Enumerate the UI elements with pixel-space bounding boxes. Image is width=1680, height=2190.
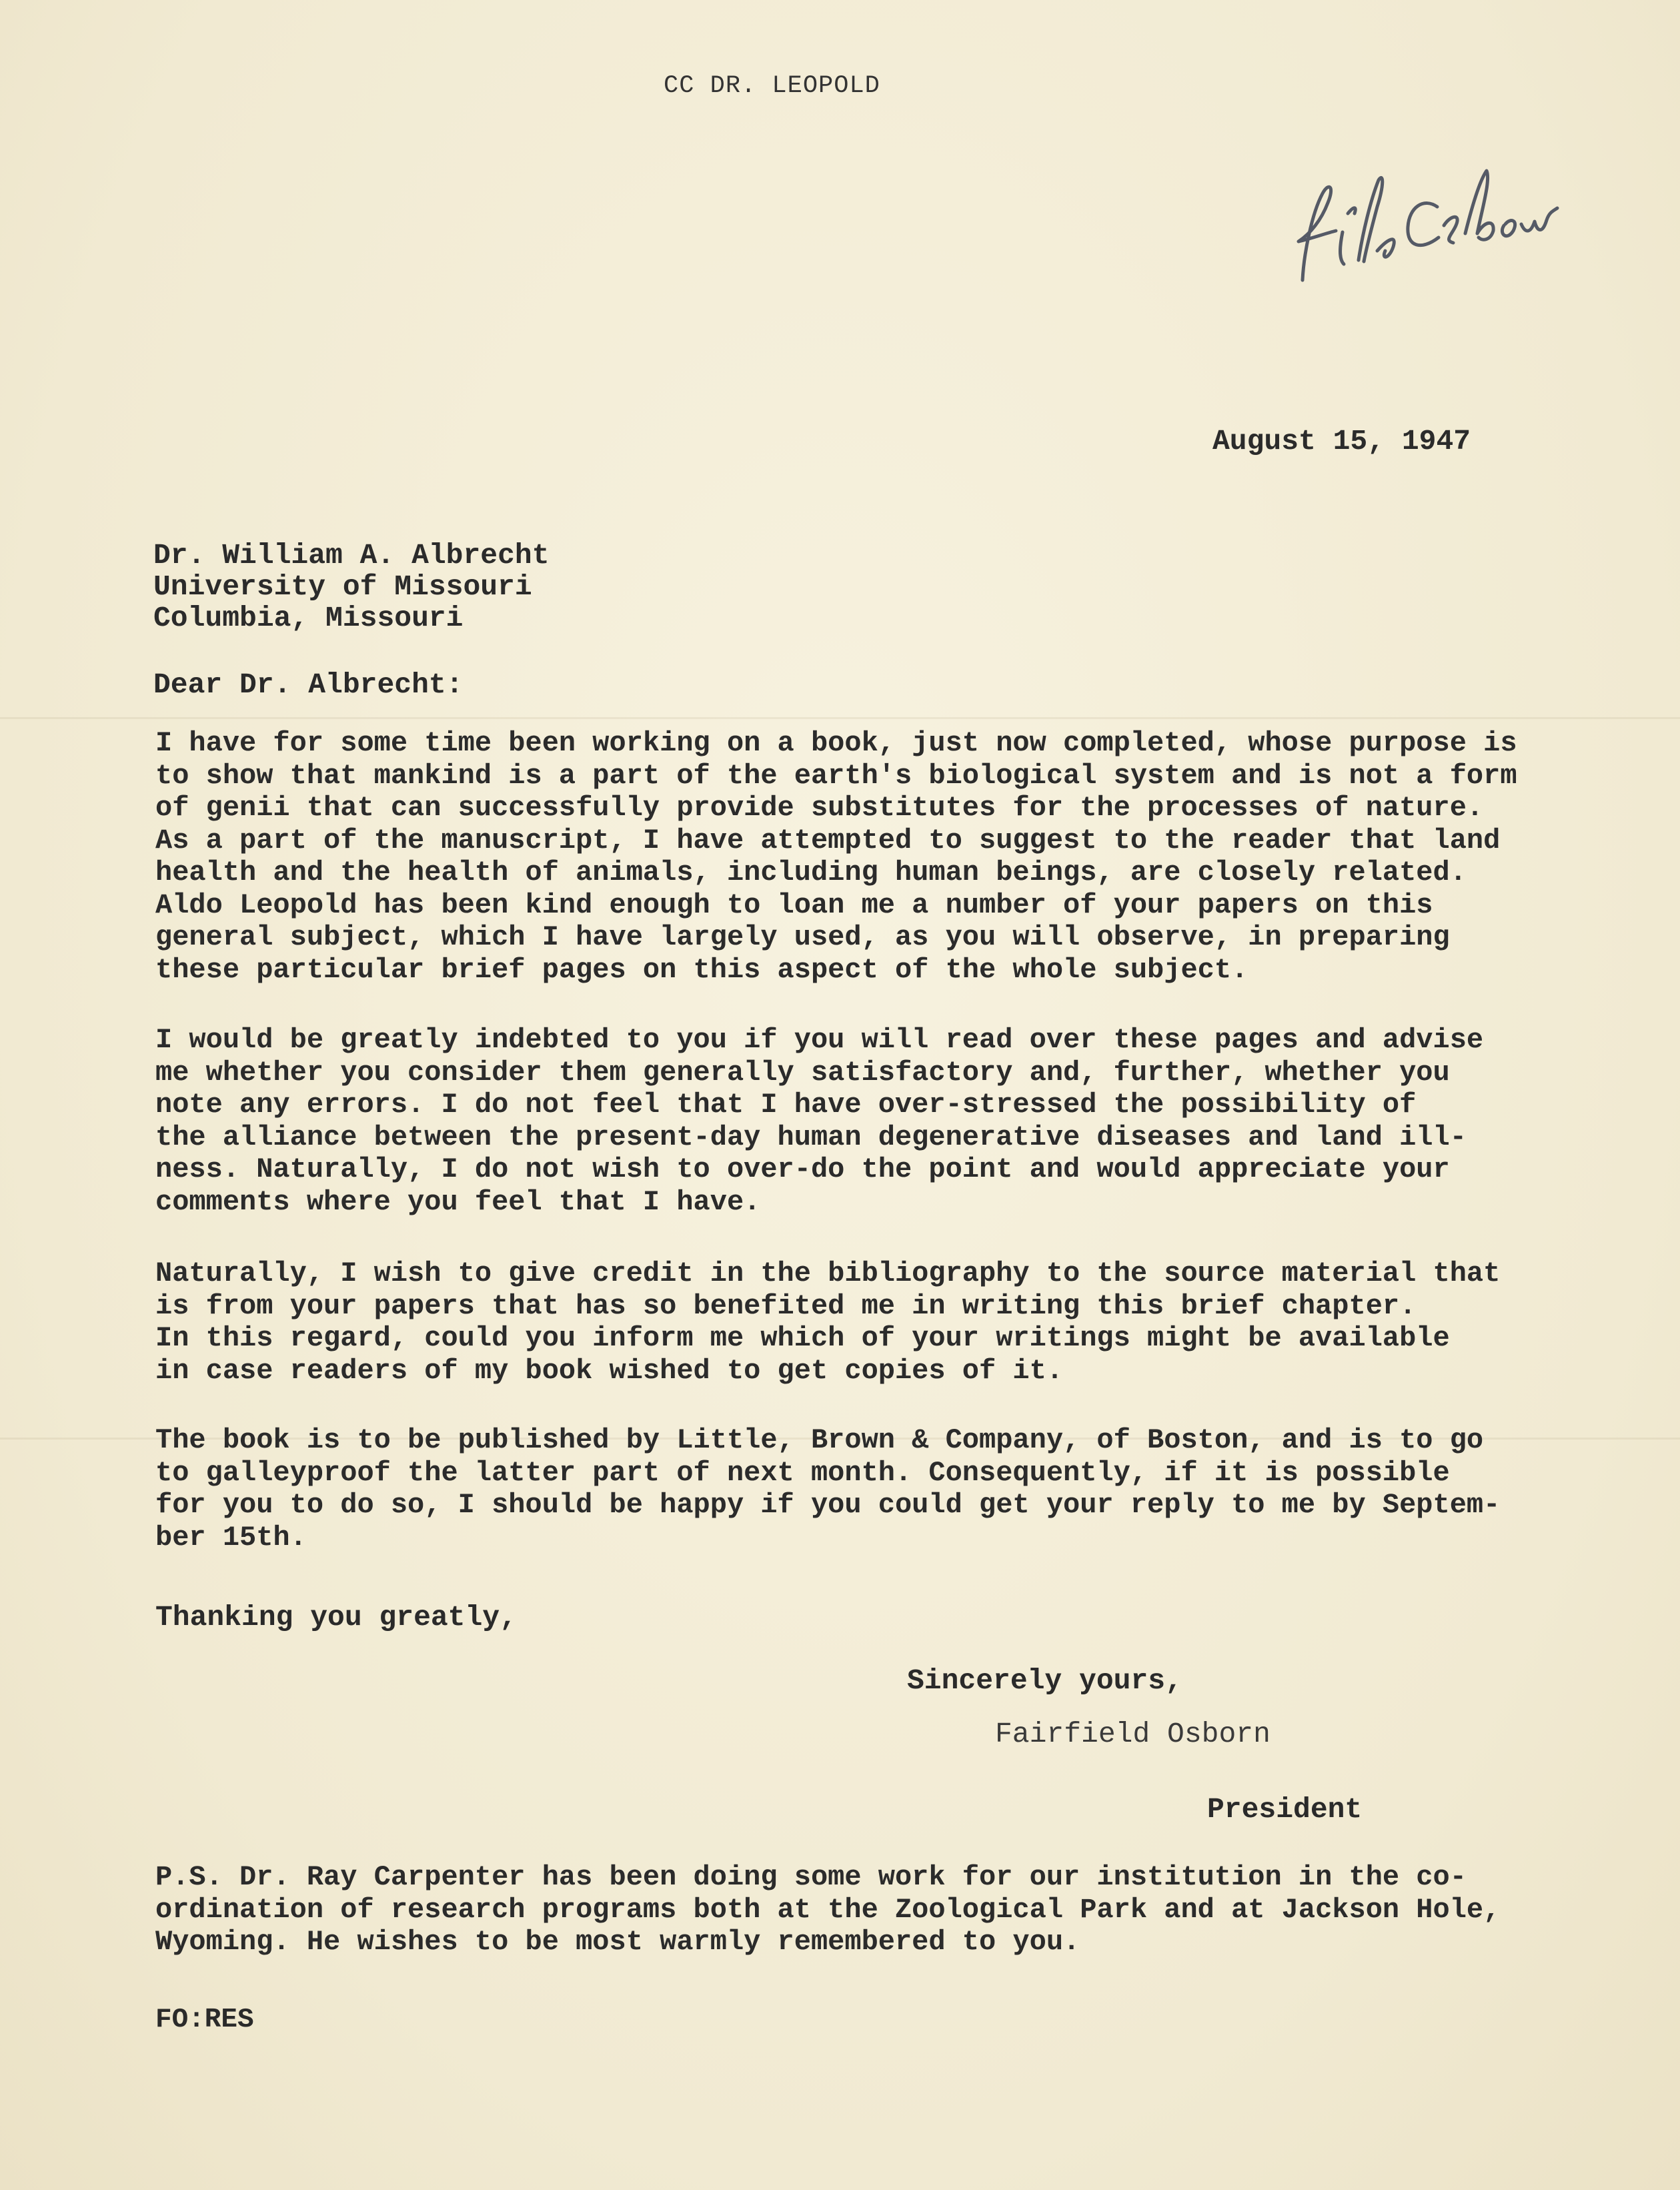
salutation: Dear Dr. Albrecht: [153,668,464,701]
handwritten-file-note [1284,133,1564,307]
paper-fold-line [0,717,1680,719]
recipient-name: Dr. William A. Albrecht [153,539,550,572]
body-paragraph-4: The book is to be published by Little, Brown & Company, of Boston, and is to go to galleyproof the latter part of next month. Consequently, if it is possible for you to do so, I should be happy if you could get your reply to me by Septem- ber 15th. [155,1424,1501,1554]
body-paragraph-3: Naturally, I wish to give credit in the bibliography to the source material that is from your papers that has so benefited me in writing this brief chapter. In this regard, could you inform me which of your writings might be available in case readers of my book wished to get copies of it. [155,1257,1501,1387]
recipient-institution: University of Missouri [153,570,532,603]
signer-name: Fairfield Osborn [995,1718,1271,1750]
typist-initials: FO:RES [155,2005,254,2035]
cc-line: CC DR. LEOPOLD [664,72,880,100]
closing-line: Thanking you greatly, [155,1601,517,1634]
body-paragraph-1: I have for some time been working on a book, just now completed, whose purpose is to show that mankind is a part of the earth's biological system and is not a form of genii that can successfully provide substitutes for the processes of nature. As a part of the manuscript, I have attempted to suggest to the reader that land health and the health of animals, including human beings, are closely related. Aldo Leopold has been kind enough to loan me a number of your papers on this general subject, which I have largely used, as you will observe, in preparing these particular brief pages on this aspect of the whole subject. [155,727,1517,986]
valediction: Sincerely yours, [907,1664,1182,1697]
body-paragraph-2: I would be greatly indebted to you if you will read over these pages and advise me whether you consider them generally satisfactory and, further, whether you note any errors. I do not feel that I have over-stressed the possibility of the alliance between the present-day human degenerative diseases and land ill- ness. Naturally, I do not wish to over-do the point and would appreciate your comments where you feel that I have. [155,1024,1484,1218]
recipient-city: Columbia, Missouri [153,602,464,634]
signer-title: President [1207,1793,1363,1826]
postscript: P.S. Dr. Ray Carpenter has been doing some work for our institution in the co- ordination of research programs both at the Zoological Park and at Jackson Hole, Wyoming. He wishes to be most warmly remembered to you. [155,1861,1501,1958]
letter-date: August 15, 1947 [1212,425,1471,458]
